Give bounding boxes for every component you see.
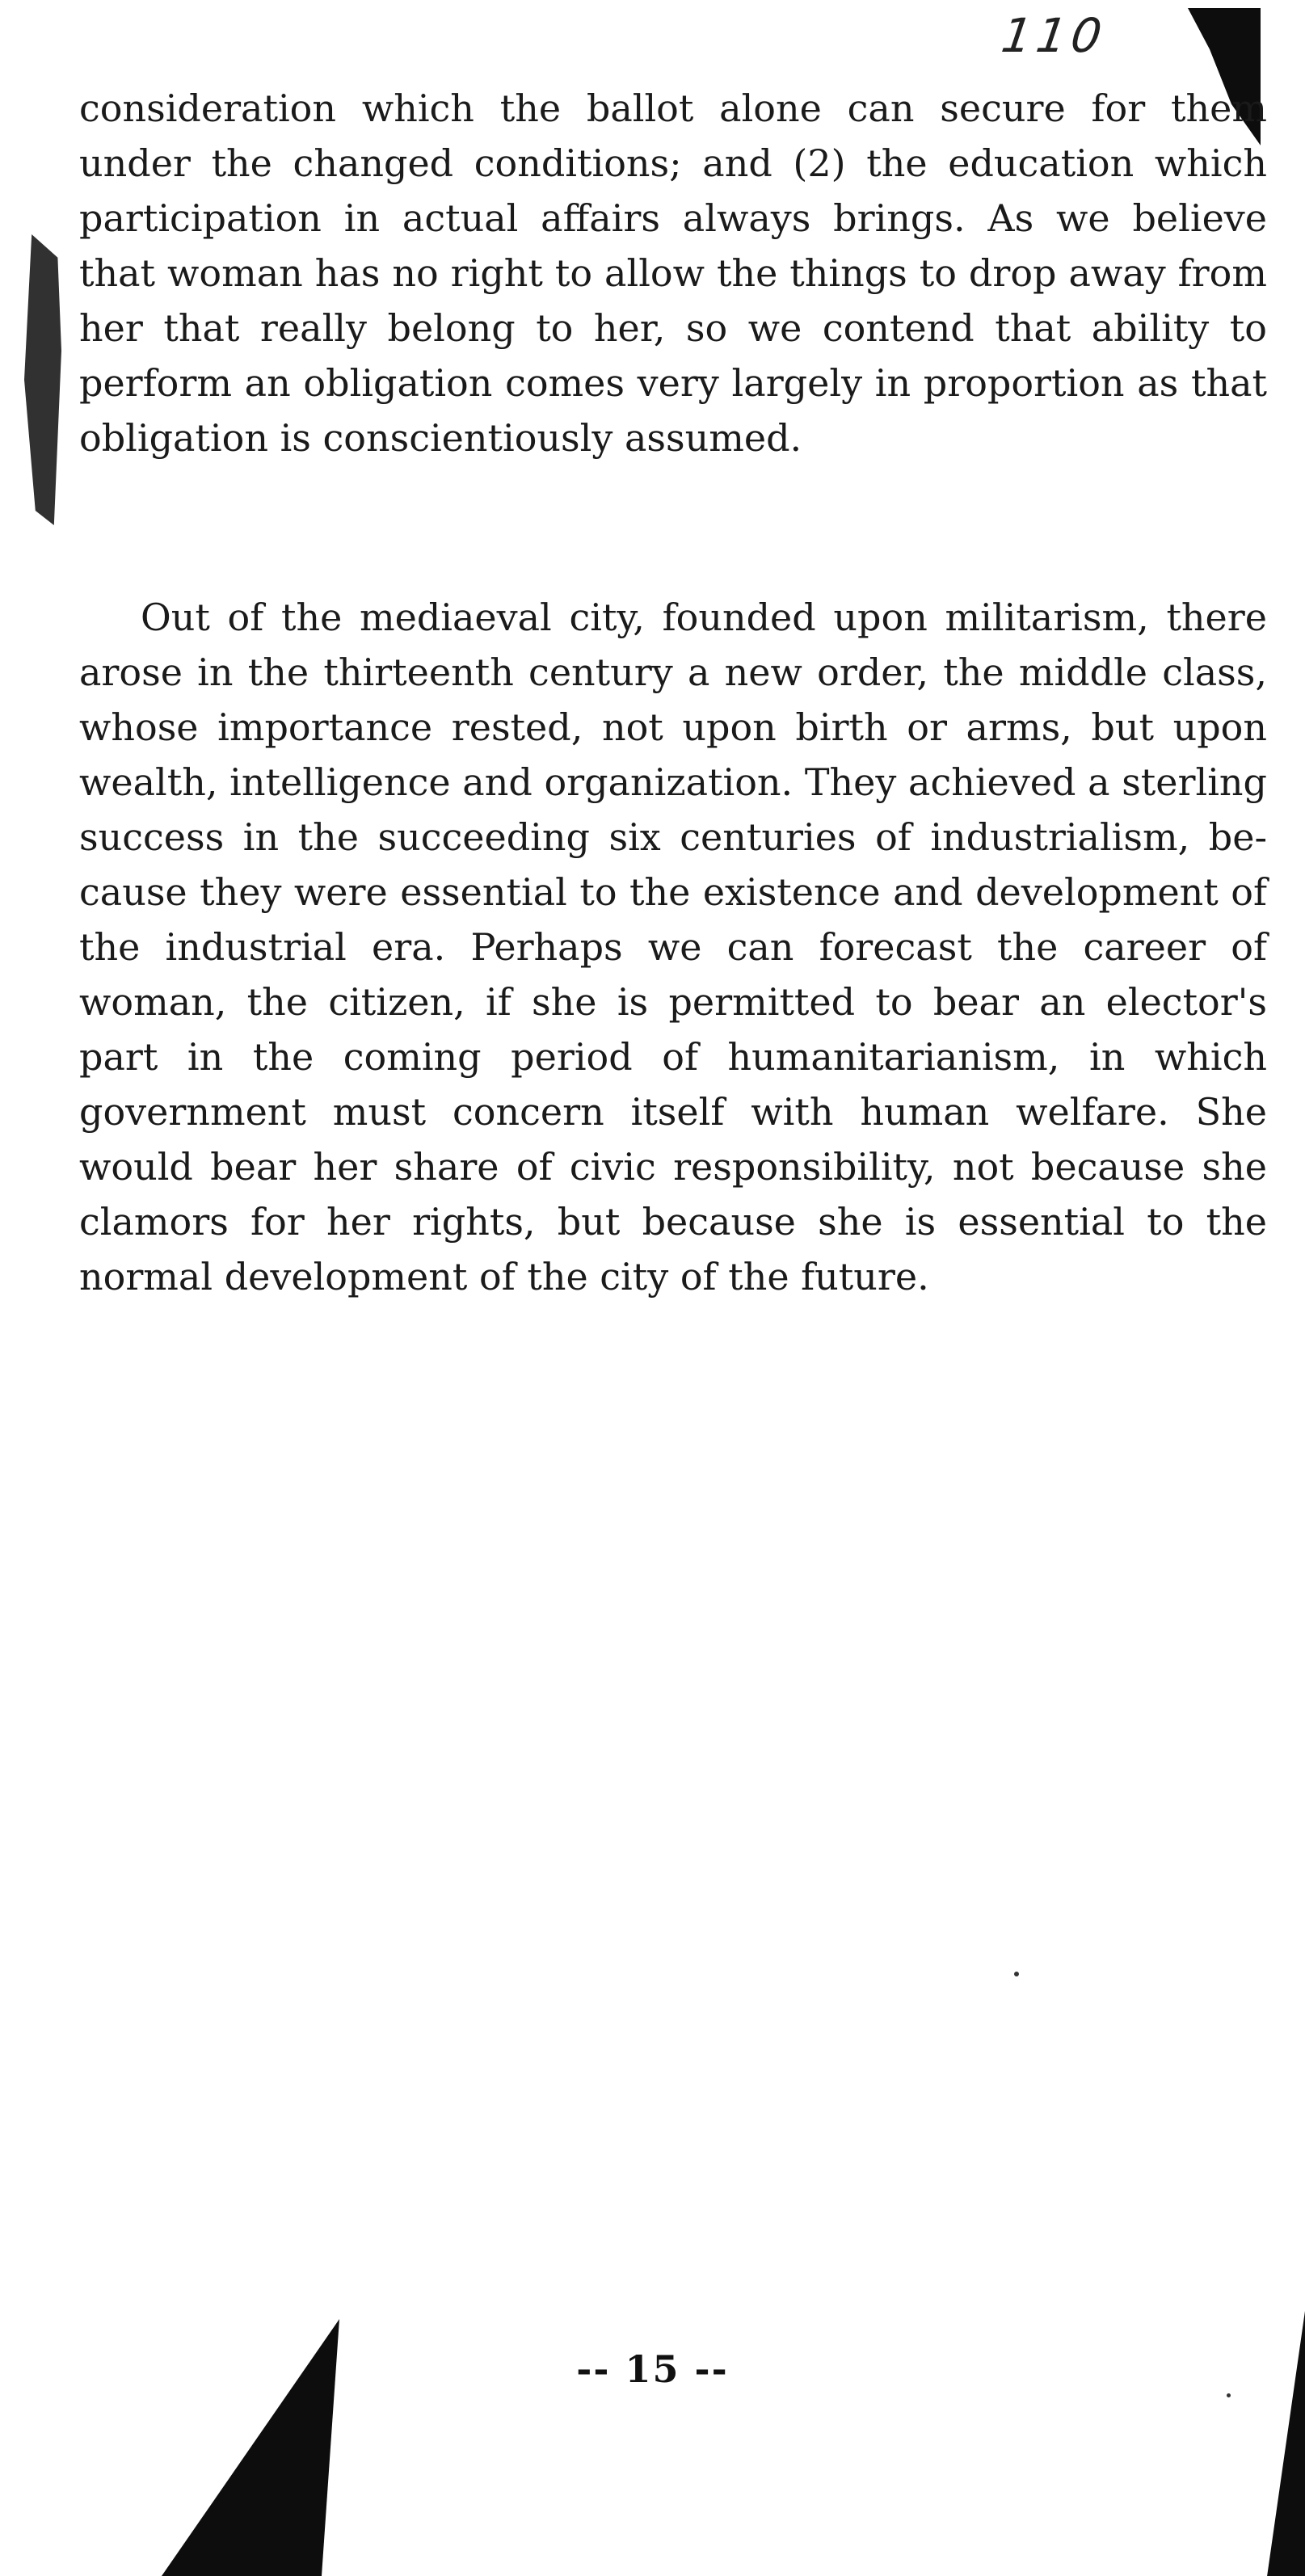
paragraph-2: Out of the mediaeval city, founded upon militarism, there arose in the thirteenth century a new order, the middle class, whose importance rested, not upon birth or arms, but upon wealth, intelligence and organization. They achieved a sterling success in the succeeding six centuries of industrialism, because they were essential to the existence and development of the industrial era. Perhaps we can forecast the career of woman, the citizen, if she is permitted to bear an elector's part in the coming period of humanitarianism, in which government must concern itself with human welfare. She would bear her share of civic responsibility, not because she clamors for her rights, but because she is essential to the normal development of the city of the future.	[79, 596, 1267, 1299]
paragraph-1-container	[79, 81, 1267, 465]
paragraph-1: consideration which the ballot alone can secure for them under the changed conditions; and (2) the education which participation in actual affairs always brings. As we believe that woman has no right to allow the things to drop away from her that really belong to her, so we contend that ability to perform an obligation comes very largely in proportion as that obligation is conscientiously assumed.	[79, 86, 1267, 460]
handwritten-page-number: 110	[998, 8, 1110, 63]
scan-speck	[1014, 1972, 1019, 1976]
scan-shadow-left-edge	[24, 234, 61, 525]
scan-speck	[1227, 2393, 1231, 2397]
page-number: -- 15 --	[576, 2347, 729, 2391]
paragraph-2-container	[79, 590, 1267, 1304]
